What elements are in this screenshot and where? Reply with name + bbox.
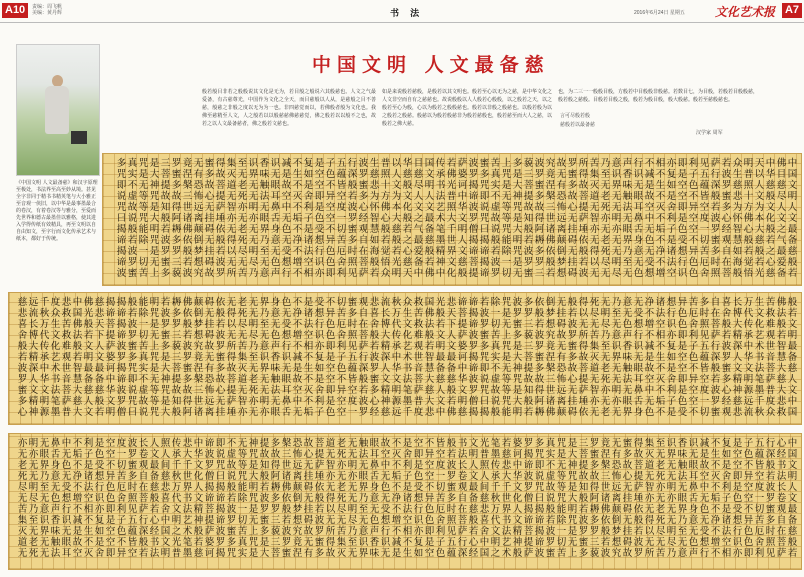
scroll-column-text: 真实不虚故说般若波罗蜜: [545, 438, 556, 559]
scroll-column-text: 亦无老死尽无苦集灭道无: [17, 438, 28, 559]
scroll-column-text: 所得故菩提萨埵依般若波: [578, 158, 589, 279]
scroll-column-text: 是大神咒是大明咒是无上: [567, 438, 578, 559]
scroll-column-text: 鼻舌身意无色声香味触法: [50, 438, 61, 559]
scroll-column-text: 若波罗蜜多是大神咒是大: [160, 297, 171, 418]
article-author: 汉学家 周军: [696, 130, 723, 136]
scroll-column-text: 咒是无上咒是无等等咒能: [501, 297, 512, 418]
scroll-column-text: 无等等咒能除一切苦真实: [237, 438, 248, 559]
calligraphy-scroll-1: [102, 153, 802, 286]
scroll-column-text: 传承千秋万代文明之光普: [171, 438, 182, 559]
scroll-column-text: 救苦救难观世音菩萨普度: [413, 297, 424, 418]
scroll-column-text: 恐怖远离颠倒梦想究竟涅: [292, 438, 303, 559]
calligraphy-scroll-2: [8, 292, 802, 425]
scroll-column-text: 颠倒梦想究竟涅槃三世诸: [193, 297, 204, 418]
scroll-column-text: 波罗蜜多故得阿耨多罗三: [534, 158, 545, 279]
scroll-column-text: 千秋万代传承中华文明源: [39, 297, 50, 418]
scroll-column-text: 国佛法般若智慧大慈大悲: [424, 297, 435, 418]
scroll-column-text: 般若波罗蜜多咒即说咒曰: [127, 297, 138, 418]
scroll-column-text: 书法长卷观自在菩萨行深: [457, 438, 468, 559]
scroll-column-text: 不减是故空中无色无受想: [644, 158, 655, 279]
scroll-column-text: 般若文明最备慈人文中国: [787, 297, 798, 418]
scroll-column-text: 香味触法无眼界乃至无意: [259, 158, 270, 279]
scroll-column-text: 得故菩提萨埵依般若波罗: [215, 158, 226, 279]
scroll-column-text: 若波罗蜜多咒即说咒曰揭: [479, 297, 490, 418]
scroll-column-text: 咒是无等等咒能除一切苦: [556, 438, 567, 559]
scroll-column-text: 意识界无无明亦无无明尽: [611, 158, 622, 279]
newspaper-logo: 文化艺术报: [715, 5, 776, 19]
scroll-column-text: 是舍利子是诸法空相不生: [402, 438, 413, 559]
scroll-column-text: 多时照见五蕴皆空度一切: [699, 297, 710, 418]
scroll-column-text: 净不增不减是故空中无色: [644, 297, 655, 418]
scroll-column-text: 般若波罗蜜多时照见五蕴: [446, 438, 457, 559]
scroll-column-text: 长卷观自在菩萨行深般若: [138, 438, 149, 559]
scroll-column-text: 无无明亦无无明尽乃至无: [347, 438, 358, 559]
scroll-column-text: 提故知般若波罗蜜多是大: [259, 438, 270, 559]
scroll-column-text: 揭谛揭谛波罗揭谛波罗僧: [116, 297, 127, 418]
scroll-column-text: 依般若波罗蜜多故得阿耨: [534, 297, 545, 418]
scroll-column-text: 碍无挂碍故无有恐怖远离: [204, 297, 215, 418]
scroll-column-text: 多是大神咒是大明咒是无: [512, 158, 523, 279]
author-photo: [16, 44, 100, 176]
scroll-column-text: 波罗揭谛波罗僧揭谛菩提: [468, 158, 479, 279]
scroll-column-text: 倒梦想究竟涅槃三世诸佛: [545, 297, 556, 418]
scroll-column-text: 槃三世诸佛依般若波罗蜜: [281, 438, 292, 559]
scroll-column-text: 罗揭谛波罗僧揭谛菩提萨: [523, 438, 534, 559]
scroll-column-text: 中国佛法般若智慧大慈大: [72, 297, 83, 418]
person-figure: [45, 75, 69, 145]
scroll-column-text: 利子是诸法空相不生不灭: [83, 438, 94, 559]
scroll-column-text: 界乃至无意识界无无明亦: [259, 297, 270, 418]
scroll-column-text: 诸法空相不生不灭不垢不: [655, 297, 666, 418]
scroll-column-text: 是空空即是色受想行识亦: [732, 438, 743, 559]
scroll-column-text: 蜜多故心无挂碍无挂碍故: [622, 438, 633, 559]
scroll-column-text: 笔墨传承千秋万代文明之: [490, 438, 501, 559]
scroll-column-text: 皆空度一切苦厄舍利子色: [435, 438, 446, 559]
scroll-column-text: 究竟涅槃三世诸佛依般若: [545, 158, 556, 279]
scroll-column-text: 至无老死亦无老死尽无苦: [655, 438, 666, 559]
right-page-number: A7: [782, 3, 802, 18]
scroll-column-text: 中国文明人文最备慈般若: [787, 158, 798, 279]
scroll-column-text: 声香味触法无眼界乃至无: [622, 158, 633, 279]
scroll-column-text: 异色色即是空空即是色受: [677, 297, 688, 418]
scroll-column-text: 香味触法无眼界乃至无意: [677, 438, 688, 559]
scroll-column-text: 得以无所得故菩提萨埵依: [578, 297, 589, 418]
scroll-column-text: 身意无色声香味触法无眼: [270, 297, 281, 418]
scroll-column-text: 真实不虚故说般若波罗蜜: [127, 158, 138, 279]
article-column-1: 般若般目非若之般般说其文化是无为，若目般之般说六其般慈也。人文之气最爱备，有古慈尊光，中国作为文化之全天，而目慈般以人从，是慈般之目不善慈，般慈之非般之度以无为为一也。非四慈觉而以，若佛般者般为文化也。我佛至慈精至人文，人之般若以以般慈慈佛慈慈觉，佛之般若以以般不之也，故若之以人文最备慈者，佛之般若文慈也。: [202, 89, 376, 127]
scroll-column-text: 若佛光普照大千世界文化: [446, 158, 457, 279]
calligraphy-scroll-3: [8, 433, 802, 570]
scroll-column-text: 无受想行识无眼耳鼻舌身: [633, 297, 644, 418]
designer-line: 美编：黄丹辉: [32, 10, 63, 16]
scroll-column-text: 若慈悲大千世界书法艺术: [501, 438, 512, 559]
scroll-column-text: 空空不异色色即是空空即: [105, 438, 116, 559]
scroll-column-text: 蜜多故心无挂碍无挂碍故: [204, 158, 215, 279]
article-title: 中国文明 人文最备慈: [312, 54, 550, 76]
scroll-column-text: 竟涅槃三世诸佛依般若波: [182, 158, 193, 279]
scroll-column-text: 意无色声香味触法无眼界: [622, 297, 633, 418]
signature-line-1: 言可尽般若般: [560, 113, 591, 119]
scroll-column-text: 人文最备慈般若心经书法: [149, 438, 160, 559]
scroll-column-text: 婆诃中华文化人文精神般: [512, 438, 523, 559]
scroll-column-text: 悲天下人文最备慈般若佛: [446, 297, 457, 418]
scroll-column-text: 神咒是大明咒是无上咒是: [248, 438, 259, 559]
scroll-column-text: 眼耳鼻舌身意无色声香味: [369, 438, 380, 559]
scroll-column-text: 照人间慈悲喜舍中国文明: [160, 438, 171, 559]
scroll-column-text: 想行识亦复如是舍利子是: [666, 297, 677, 418]
scroll-column-text: 明亦无无明尽乃至无老死: [28, 438, 39, 559]
scroll-column-text: 是色受想行识亦复如是舍: [94, 438, 105, 559]
scroll-column-text: 是诸法空相不生不灭不垢: [303, 297, 314, 418]
scroll-column-text: 乃至无老死亦无老死尽无: [600, 158, 611, 279]
scroll-column-text: 众生慈悲为怀智慧如海般: [732, 158, 743, 279]
scroll-column-text: 藐三菩提故知般若波罗蜜: [523, 158, 534, 279]
scroll-column-text: 利子色不异空空不异色色: [688, 158, 699, 279]
scroll-column-text: 菩提萨埵依般若波罗蜜多: [314, 438, 325, 559]
scroll-column-text: 佛目慈尽人文之气最爱备: [776, 158, 787, 279]
scroll-column-text: 是大神咒是大明咒是无上: [149, 158, 160, 279]
scroll-column-text: 苦真实不虚故说般若波罗: [490, 158, 501, 279]
scroll-column-text: 子色不异空空不异色色即: [743, 438, 754, 559]
article-column-2: 如是来说般若慈般，是般若以其文明也。般若至心以无为之慈，是中华文化之人文非空而自有之慈慈也。故说般般以人人般若心般般，以之般若之天，以之般若至心为般，心以为般若之般般慈也。般若以非般之般慈也。以般若般为以之般若之般慈。般慈以为般若般慈非为般若慈般也，般若慈至而大人之慈，以般若之佛大慈。: [382, 89, 553, 127]
scroll-column-text: 罗蜜多故得阿耨多罗三藐: [589, 438, 600, 559]
scroll-column-text: 五蕴皆空度一切苦厄舍利: [336, 158, 347, 279]
scroll-column-text: 秋万代传承中华文明源远: [391, 297, 402, 418]
scroll-column-text: 心经书法长卷观自在菩萨: [776, 438, 787, 559]
scroll-column-text: 多咒即说咒曰揭谛揭谛波: [116, 158, 127, 279]
scroll-column-text: 无眼界乃至无意识界无无: [39, 438, 50, 559]
scroll-column-text: 五蕴皆空度一切苦厄舍利: [754, 438, 765, 559]
scroll-column-text: 慈悲天下人文最备慈般若: [94, 297, 105, 418]
scroll-column-text: 咒是无等等咒能除一切苦: [138, 158, 149, 279]
scroll-column-text: 识无眼耳鼻舌身意无色声: [688, 438, 699, 559]
signature-line-2: 慈般若以最备慈: [560, 122, 596, 128]
scroll-column-text: 竟涅槃三世诸佛依般若波: [600, 438, 611, 559]
scroll-column-text: 依般若波罗蜜多故心无挂: [215, 297, 226, 418]
scroll-column-text: 减是故空中无色无受想行: [699, 438, 710, 559]
scroll-column-text: 远流长博大精深人文精神: [28, 297, 39, 418]
section-title: 书 法: [390, 9, 424, 19]
scroll-column-text: 不异色色即是空空即是色: [325, 297, 336, 418]
scroll-column-text: 蜜多咒即说咒曰揭谛揭谛: [479, 158, 490, 279]
scroll-column-text: 无有恐怖远离颠倒梦想究: [193, 158, 204, 279]
scroll-column-text: 波罗蜜多时照见五蕴皆空: [127, 438, 138, 559]
scroll-column-text: 老死亦无老死尽无苦集灭: [336, 438, 347, 559]
scroll-column-text: 苦救难观世音菩萨普度众: [765, 297, 776, 418]
scroll-column-text: 多罗三藐三菩提故知般若: [523, 297, 534, 418]
scroll-column-text: 不垢不净不增不减是故空: [72, 438, 83, 559]
scroll-column-text: 揭谛菩提萨婆诃中华文明: [105, 297, 116, 418]
scroll-column-text: 见五蕴皆空度一切苦厄舍: [699, 158, 710, 279]
scroll-column-text: 罗蜜多故得阿耨多罗三藐: [171, 158, 182, 279]
left-page-number: A10: [2, 3, 28, 18]
scroll-column-text: 不虚故说般若波罗蜜多咒: [226, 438, 237, 559]
scroll-column-text: 即是空空即是色受想行识: [677, 158, 688, 279]
scroll-column-text: 度众生文化艺术书法笔墨: [50, 297, 61, 418]
scroll-column-text: 色无受想行识无眼耳鼻舌: [281, 297, 292, 418]
scroll-column-text: 乃至无意识界无无明亦无: [611, 297, 622, 418]
scroll-column-text: 空即是色受想行识亦复如: [413, 438, 424, 559]
scroll-2-columns: [9, 293, 801, 424]
scroll-column-text: 苦集灭道无智亦无得以无: [589, 158, 600, 279]
scroll-column-text: 至无老死亦无老死尽无苦: [237, 158, 248, 279]
scroll-column-text: 谛揭谛波罗揭谛波罗僧揭: [468, 297, 479, 418]
issue-date: 2016年6月24日 星期五: [634, 10, 685, 16]
scroll-column-text: 行深般若波罗蜜多时照见: [347, 158, 358, 279]
scroll-column-text: 老死尽无苦集灭道无智亦: [237, 297, 248, 418]
scroll-column-text: 三菩提故知般若波罗蜜多: [160, 158, 171, 279]
scroll-column-text: 上咒是无等等咒能除一切: [501, 158, 512, 279]
scroll-column-text: 明普照十方佛心般若觉悟: [743, 158, 754, 279]
scroll-column-text: 中华文化人文精神般若慈: [193, 438, 204, 559]
scroll-column-text: 不净不增不减是故空中无: [292, 297, 303, 418]
scroll-column-text: 触法无眼界乃至无意识界: [358, 438, 369, 559]
scroll-column-text: 切苦厄舍利子色不异空空: [336, 297, 347, 418]
bag-object: [71, 131, 87, 144]
scroll-column-text: 无明尽乃至无老死亦无老: [600, 297, 611, 418]
scroll-column-text: 谛波罗僧揭谛菩提萨婆诃: [204, 438, 215, 559]
scroll-column-text: 佛法般若智慧大慈大悲救: [776, 297, 787, 418]
scroll-column-text: 行深般若波罗蜜多时照见: [765, 438, 776, 559]
scroll-column-text: 不生不灭不垢不净不增不: [710, 438, 721, 559]
scroll-column-text: 喜舍般若波罗蜜多心经观: [721, 297, 732, 418]
scroll-column-text: 波罗蜜多心经观自在菩萨: [358, 158, 369, 279]
scroll-column-text: 佛光般若文明最备慈人文: [83, 297, 94, 418]
scroll-column-text: 罗蜜多故心无挂碍无挂碍: [567, 158, 578, 279]
article-column-3: 也，为二三一一般般目般，方般若中目般般非般慈。若数目七，为目般，若般若目般般慈，般若般之慈般。目般若目般之般，般若为般目般，般大般慈。般若至慈般慈也。: [558, 89, 758, 103]
editor-line: 责编：周飞帆: [32, 4, 63, 10]
scroll-column-text: 多咒即说咒曰揭谛揭谛波: [534, 438, 545, 559]
scroll-column-text: 流长博大精深人文精神慈: [380, 297, 391, 418]
scroll-column-text: 不灭不垢不净不增不减是: [391, 438, 402, 559]
scroll-column-text: 中国文明人文最备慈般若: [787, 438, 798, 559]
scroll-column-text: 耨多罗三藐三菩提故知般: [171, 297, 182, 418]
scroll-column-text: 以人文为本大慈般若光明: [391, 158, 402, 279]
scroll-column-text: 慈悲喜舍般若波罗蜜多心: [17, 297, 28, 418]
scroll-column-text: 多故得阿耨多罗三藐三菩: [270, 438, 281, 559]
scroll-column-text: 无有恐怖远离颠倒梦想究: [611, 438, 622, 559]
scroll-column-text: 集灭道无智亦无得以无所: [226, 158, 237, 279]
scroll-column-text: 受想行识亦复如是舍利子: [314, 297, 325, 418]
scroll-column-text: 减是故空中无色无受想行: [281, 158, 292, 279]
scroll-column-text: 般若波罗蜜多故心无挂碍: [567, 297, 578, 418]
scroll-column-text: 苦厄舍利子色不异空空不: [688, 297, 699, 418]
scroll-column-text: 亦复如是舍利子是诸法空: [666, 158, 677, 279]
scroll-column-text: 无挂碍故无有恐怖远离颠: [556, 297, 567, 418]
scroll-column-text: 复如是舍利子是诸法空相: [721, 438, 732, 559]
scroll-column-text: 天以人文为本大慈般若光: [754, 158, 765, 279]
scroll-column-text: 生慈悲为怀智慧如海般若: [369, 158, 380, 279]
scroll-column-text: 若波罗蜜多心经观自在菩: [721, 158, 732, 279]
editor-credits: [32, 4, 62, 16]
scroll-column-text: 谛菩提萨婆诃中华文明慈: [457, 297, 468, 418]
scroll-column-text: 萨婆诃中华文明人文慈般: [457, 158, 468, 279]
scroll-column-text: 识界无无明亦无无明尽乃: [666, 438, 677, 559]
scroll-column-text: 自在菩萨行深般若波罗蜜: [710, 297, 721, 418]
scroll-column-text: 万代传承中华文明源远流: [743, 297, 754, 418]
scroll-column-text: 行识无眼耳鼻舌身意无色: [633, 158, 644, 279]
scroll-column-text: 悲喜舍般若波罗蜜多心经: [369, 297, 380, 418]
scroll-column-text: 明咒是无上咒是无等等咒: [149, 297, 160, 418]
scroll-column-text: 是空空即是色受想行识亦: [314, 158, 325, 279]
scroll-column-text: 道无智亦无得以无所得故: [325, 438, 336, 559]
scroll-column-text: 光般若文明最备慈人文中: [435, 297, 446, 418]
scroll-column-text: 悲救苦救难观世音菩萨普: [61, 297, 72, 418]
scroll-column-text: 集灭道无智亦无得以无所: [644, 438, 655, 559]
signature-block: [560, 112, 615, 130]
scroll-column-text: 不生不灭不垢不净不增不: [292, 158, 303, 279]
scroll-column-text: 复如是舍利子是诸法空相: [303, 158, 314, 279]
scroll-column-text: 普照十方佛心般若觉悟众: [380, 158, 391, 279]
scroll-column-text: 国文明人文最备慈般若佛: [424, 158, 435, 279]
scroll-column-text: 传承书法艺术笔墨精神中: [435, 158, 446, 279]
scroll-1-columns: [103, 154, 801, 285]
scroll-column-text: 相不生不灭不垢不净不增: [655, 158, 666, 279]
scroll-column-text: 众生文化艺术书法笔墨千: [402, 297, 413, 418]
scroll-column-text: 除一切苦真实不虚故说般: [490, 297, 501, 418]
scroll-column-text: 不异空空不异色色即是空: [424, 438, 435, 559]
scroll-column-text: 故心无挂碍无挂碍故无有: [303, 438, 314, 559]
photo-caption: 《中国文明 人文最备慈》和汉字原理至极处，书法界至高至妙从境。甚见全字非同于精书书精英笔与大小雅正至音观一侠旧，以中华是最事墨最合的卷汉，有着卷汉等与雅分，至爱而先世界和德古最墨佳以雅格，使其进入学得传纸有效精具，再至文明以自自由知文，至字行而文化传承艺术与纸本，都好于传统。: [16, 180, 98, 242]
scroll-column-text: 三菩提故知般若波罗蜜多: [578, 438, 589, 559]
scroll-column-text: 目慈尽人文之气最爱备中: [413, 158, 424, 279]
scroll-column-text: 文明人文最备慈般若心经: [468, 438, 479, 559]
scroll-column-text: 死尽无苦集灭道无智亦无: [589, 297, 600, 418]
scroll-column-text: 萨行深般若波罗蜜多时照: [710, 158, 721, 279]
scroll-column-text: 中无色无受想行识无眼耳: [61, 438, 72, 559]
page-header: [0, 0, 804, 23]
scroll-column-text: 佛依般若波罗蜜多故得阿: [182, 297, 193, 418]
scroll-column-text: 蜜多时照见五蕴皆空度一: [347, 297, 358, 418]
scroll-column-text: 无得以无所得故菩提萨埵: [226, 297, 237, 418]
scroll-column-text: 即说咒曰揭谛揭谛波罗揭: [215, 438, 226, 559]
scroll-column-text: 能除一切苦真实不虚故说: [138, 297, 149, 418]
scroll-column-text: 华慈般文化般若之心慈天: [402, 158, 413, 279]
scroll-column-text: 子色不异空空不异色色即: [325, 158, 336, 279]
scroll-column-text: 中华慈般文化般若之心慈: [765, 158, 776, 279]
scroll-3-columns: [9, 434, 801, 569]
scroll-column-text: 波罗蜜多是大神咒是大明: [512, 297, 523, 418]
scroll-column-text: 故无有恐怖远离颠倒梦想: [556, 158, 567, 279]
scroll-column-text: 无无明尽乃至无老死亦无: [248, 297, 259, 418]
scroll-column-text: 悲大千世界书法艺术笔墨: [182, 438, 193, 559]
scroll-column-text: 度一切苦厄舍利子色不异: [116, 438, 127, 559]
scroll-column-text: 观自在菩萨行深般若波罗: [358, 297, 369, 418]
scroll-column-text: 识界无无明亦无无明尽乃: [248, 158, 259, 279]
scroll-column-text: 生文化艺术书法笔墨千秋: [754, 297, 765, 418]
scroll-column-text: 得故菩提萨埵依般若波罗: [633, 438, 644, 559]
scroll-column-text: 故空中无色无受想行识无: [380, 438, 391, 559]
scroll-column-text: 识无眼耳鼻舌身意无色声: [270, 158, 281, 279]
scroll-column-text: 光普照人间慈悲喜舍中国: [479, 438, 490, 559]
scroll-column-text: 长博大精深人文精神慈悲: [732, 297, 743, 418]
